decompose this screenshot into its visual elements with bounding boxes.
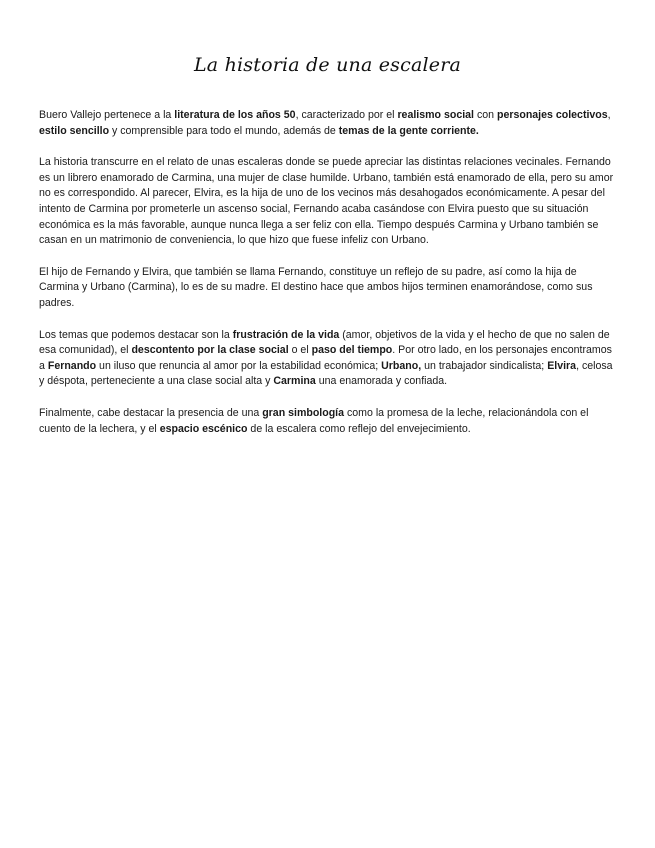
bold-text: frustración de la vida [232,328,340,341]
bold-text: estilo sencillo [39,124,110,137]
text-run: Finalmente, cabe destacar la presencia de una [39,406,263,419]
bold-text: Urbano, [381,359,422,372]
bold-text: Fernando [47,359,97,372]
bold-text: Elvira [547,359,577,372]
text-run: y comprensible para todo el mundo, además de [109,124,339,137]
text-run: una enamorada y confiada. [315,375,448,388]
paragraph [39,265,617,312]
text-run: , [607,109,611,121]
bold-text: personajes colectivos [496,109,608,121]
bold-text: literatura de los años 50 [174,109,296,121]
text-run: Buero Vallejo pertenece a la [39,109,175,121]
paragraph [39,155,617,249]
text-run: La historia transcurre en el relato de unas escaleras donde se puede apreciar las distintas relaciones vecinales. Fernando es un librero enamorado de Carmina, una mujer de clase humilde. Urbano, también está enamorado de ella, pero su amor no es correspondido. Al parecer, Elvira, es la hija de uno de los vecinos más desahogados económicamente. A pesar del intento de Carmina por prometerle un ascenso social, Fernando acaba casándose con Elvira puesto que su situación económica es la más favorable, aunque nunca llega a ser feliz con ella. Tiempo después Carmina y Urbano también se casan en un matrimonio de conveniencia, lo que hizo que fuese infeliz con Urbano. [39,156,614,247]
text-run: con [474,109,497,121]
paragraph [39,406,617,437]
bold-text: paso del tiempo [311,344,393,357]
text-run: o el [288,344,312,357]
bold-text: gran simbología [262,406,345,419]
paragraph [39,108,617,139]
bold-text: realismo social [397,109,474,121]
text-run: El hijo de Fernando y Elvira, que también se llama Fernando, constituye un reflejo de su padre, así como la hija de Carmina y Urbano (Carmina), lo es de su madre. El destino hace que ambos hijos terminen enamorándose, como sus padres. [39,265,593,309]
paragraph [39,328,617,390]
text-run: . Por otro lado, en los personajes encontramos a [39,344,612,372]
text-run: de la escalera como reflejo del envejecimiento. [247,422,471,435]
document-title: La historia de una escalera [193,54,462,76]
text-run: un trabajador sindicalista; [421,359,548,372]
document-body [39,108,617,453]
bold-text: descontento por la clase social [131,344,289,357]
bold-text: Carmina [273,375,316,388]
text-run: como la promesa de la leche, relacionándola con el cuento de la lechera, y el [39,406,589,435]
bold-text: temas de la gente corriente. [338,124,479,137]
text-run: un iluso que renuncia al amor por la estabilidad económica; [96,359,382,372]
text-run: (amor, objetivos de la vida y el hecho de que no salen de esa comunidad), el [39,328,610,357]
text-run: Los temas que podemos destacar son la [39,328,233,341]
bold-text: espacio escénico [159,422,248,435]
text-run: , celosa y déspota, perteneciente a una clase social alta y [39,359,613,388]
text-run: , caracterizado por el [295,109,398,121]
